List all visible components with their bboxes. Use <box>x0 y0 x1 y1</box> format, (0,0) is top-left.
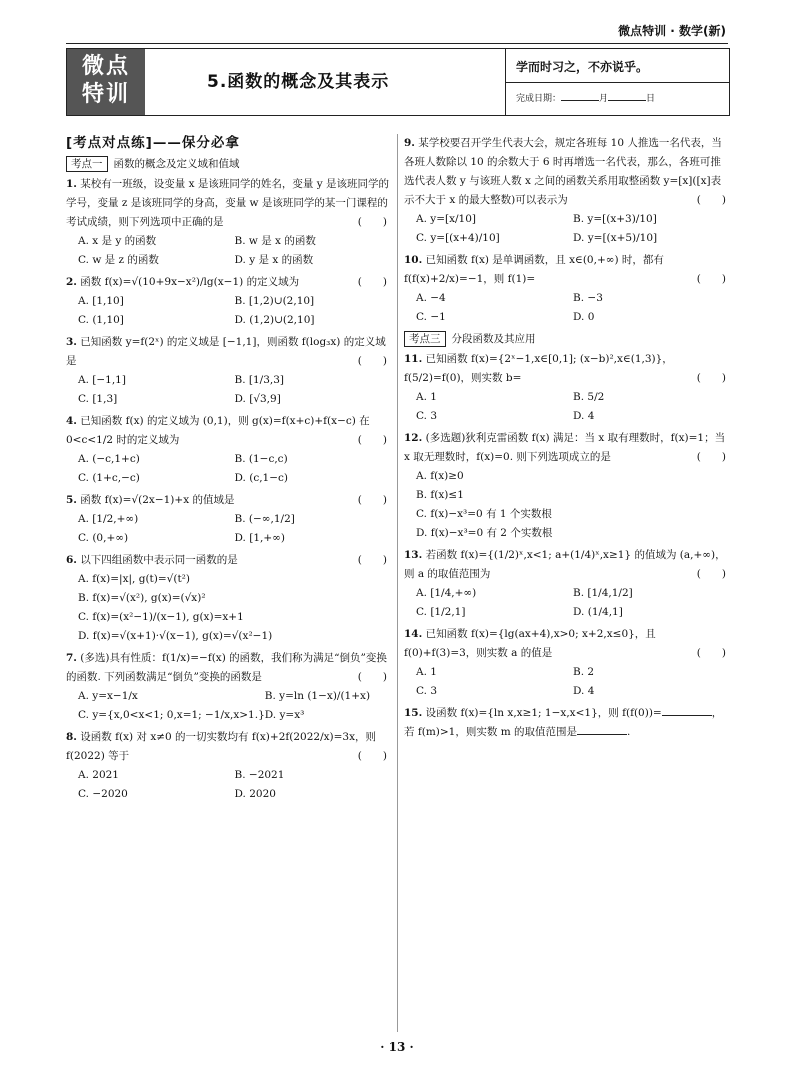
subsection-3 <box>404 330 730 349</box>
option[interactable]: C. f(x)=(x²−1)/(x−1), g(x)=x+1 <box>78 611 244 623</box>
options-grid <box>66 371 391 409</box>
option[interactable]: D. f(x)=√(x+1)·√(x−1), g(x)=√(x²−1) <box>78 630 273 642</box>
question <box>404 134 730 248</box>
series-header: 微点特训 · 数学(新) <box>618 24 726 38</box>
question-stem <box>404 625 730 663</box>
option[interactable]: C. [1,3] <box>78 393 118 405</box>
option[interactable]: A. 1 <box>416 666 437 678</box>
answer-bracket: ( ) <box>696 568 726 580</box>
option[interactable]: A. [1/2,+∞) <box>78 513 139 525</box>
question <box>404 625 730 701</box>
options-grid <box>66 687 391 725</box>
question <box>66 333 391 409</box>
option[interactable]: C. y={x,0<x<1; 0,x=1; −1/x,x>1.} <box>78 709 265 721</box>
subsection-tag: 考点三 <box>404 331 446 347</box>
option[interactable]: A. f(x)=|x|, g(t)=√(t²) <box>78 573 190 585</box>
logo <box>67 49 145 115</box>
answer-bracket: ( ) <box>357 276 387 288</box>
option[interactable]: C. (1,10] <box>78 314 124 326</box>
option[interactable]: B. f(x)≤1 <box>416 489 464 501</box>
question-number: 10. <box>404 254 423 266</box>
question <box>66 551 391 646</box>
answer-bracket: ( ) <box>696 372 726 384</box>
question-text: (多选题)狄利克雷函数 f(x) 满足：当 x 取有理数时，f(x)=1；当 x 取无理数时，f(x)=0. 则下列选项成立的是 <box>404 432 726 463</box>
question-number: 14. <box>404 628 423 640</box>
question-number: 12. <box>404 432 423 444</box>
question-text-2: ，若 f(m)>1，则实数 m 的取值范围是 <box>404 707 723 738</box>
option[interactable]: D. y 是 x 的函数 <box>234 254 314 266</box>
option[interactable]: C. y=[(x+4)/10] <box>416 232 500 244</box>
option[interactable]: B. [1/4,1/2] <box>573 587 633 599</box>
left-column <box>66 134 391 807</box>
section-title: [考点对点练]——保分必拿 <box>66 135 240 151</box>
question-text: 函数 f(x)=√(10+9x−x²)/lg(x−1) 的定义域为 <box>76 276 300 288</box>
motto: 学而时习之，不亦说乎。 <box>516 60 649 74</box>
options-grid <box>66 292 391 330</box>
question-stem <box>66 649 391 687</box>
question-text: (多选)具有性质：f(1/x)=−f(x) 的函数，我们称为满足“倒负”变换的函数. 下列函数满足“倒负”变换的函数是 <box>66 652 387 683</box>
answer-blank[interactable] <box>577 724 627 735</box>
option[interactable]: B. y=ln (1−x)/(1+x) <box>264 690 371 702</box>
question-text: 设函数 f(x)={ln x,x≥1; 1−x,x<1}，则 f(f(0))= <box>422 707 662 719</box>
options-grid <box>66 766 391 804</box>
option[interactable]: B. w 是 x 的函数 <box>234 235 316 247</box>
question-text: 已知函数 f(x) 的定义域为 (0,1)，则 g(x)=f(x+c)+f(x−c) 在 0<c<1/2 时的定义域为 <box>66 415 370 446</box>
answer-blank[interactable] <box>662 705 712 716</box>
question <box>404 251 730 327</box>
day-label: 日 <box>646 94 656 104</box>
motto-divider <box>506 82 730 83</box>
option[interactable]: C. −2020 <box>78 788 128 800</box>
option[interactable]: D. y=x³ <box>264 709 305 721</box>
options-grid <box>404 388 730 426</box>
answer-bracket: ( ) <box>357 494 387 506</box>
options-grid <box>404 663 730 701</box>
question-text: 以下四组函数中表示同一函数的是 <box>76 554 238 566</box>
option[interactable]: B. y=[(x+3)/10] <box>573 213 657 225</box>
options-list <box>404 467 730 543</box>
option[interactable]: C. −1 <box>416 311 446 323</box>
answer-bracket: ( ) <box>357 216 387 228</box>
option[interactable]: B. (−∞,1/2] <box>234 513 295 525</box>
option[interactable]: B. −3 <box>573 292 603 304</box>
question-text: 已知函数 f(x)={lg(ax+4),x>0; x+2,x≤0}，且 f(0)+f(3)=3，则实数 a 的值是 <box>404 628 656 659</box>
option[interactable]: D. 4 <box>573 410 595 422</box>
answer-bracket: ( ) <box>696 451 726 463</box>
question-stem <box>66 491 391 510</box>
question <box>66 273 391 330</box>
option[interactable]: D. 4 <box>573 685 595 697</box>
answer-bracket: ( ) <box>357 750 387 762</box>
question-number: 11. <box>404 353 423 365</box>
option[interactable]: D. (1,2)∪(2,10] <box>234 314 315 326</box>
date-label: 完成日期： <box>516 94 562 104</box>
option[interactable]: A. [−1,1] <box>78 374 126 386</box>
completion-date <box>516 91 655 104</box>
option[interactable]: B. −2021 <box>234 769 285 781</box>
answer-bracket: ( ) <box>696 194 726 206</box>
option[interactable]: B. f(x)=√(x²), g(x)=(√x)² <box>78 592 206 604</box>
option[interactable]: C. [1/2,1] <box>416 606 466 618</box>
question-number: 1. <box>66 178 77 190</box>
question-stem <box>66 412 391 450</box>
question-stem <box>66 551 391 570</box>
option[interactable]: C. (0,+∞) <box>78 532 129 544</box>
header-rule <box>66 43 728 44</box>
question-text: 已知函数 y=f(2ˣ) 的定义域是 [−1,1]，则函数 f(log₃x) 的定义域是 <box>66 336 386 367</box>
option[interactable]: B. 5/2 <box>573 391 605 403</box>
question-number: 15. <box>404 707 423 719</box>
logo-line-2: 特训 <box>81 82 130 107</box>
option[interactable]: A. [1,10] <box>78 295 124 307</box>
question-stem <box>66 273 391 292</box>
option[interactable]: D. (1/4,1] <box>573 606 623 618</box>
right-questions-b <box>404 350 730 742</box>
right-questions-a <box>404 134 730 327</box>
option[interactable]: A. y=[x/10] <box>416 213 477 225</box>
question-text: 若函数 f(x)={(1/2)ˣ,x<1; a+(1/4)ˣ,x≥1} 的值域为 (a,+∞)，则 a 的取值范围为 <box>404 549 726 580</box>
option[interactable]: C. 3 <box>416 685 438 697</box>
motto-box <box>505 49 730 115</box>
options-grid <box>404 289 730 327</box>
answer-bracket: ( ) <box>357 355 387 367</box>
question-number: 13. <box>404 549 423 561</box>
month-label: 月 <box>599 94 609 104</box>
question-text: 设函数 f(x) 对 x≠0 的一切实数均有 f(x)+2f(2022/x)=3x，则 f(2022) 等于 <box>66 731 377 762</box>
question <box>66 412 391 488</box>
question <box>66 491 391 548</box>
question-number: 5. <box>66 494 77 506</box>
question-stem <box>66 333 391 371</box>
option[interactable]: D. [1,+∞) <box>234 532 285 544</box>
question-stem <box>404 251 730 289</box>
question-text: 某校有一班级，设变量 x 是该班同学的姓名，变量 y 是该班同学的学号，变量 z 是该班同学的身高，变量 w 是该班同学的某一门课程的考试成绩，则下列选项中正确的是 <box>66 178 390 228</box>
option[interactable]: A. −4 <box>416 292 446 304</box>
subsection-1 <box>66 155 391 174</box>
option[interactable]: B. [1/3,3] <box>234 374 285 386</box>
subsection-tag: 考点一 <box>66 156 108 172</box>
question-stem <box>66 728 391 766</box>
question-text-3: . <box>626 726 631 738</box>
subsection-title: 分段函数及其应用 <box>451 333 536 345</box>
option[interactable]: A. x 是 y 的函数 <box>78 235 157 247</box>
answer-bracket: ( ) <box>357 671 387 683</box>
lesson-title: 5.函数的概念及其表示 <box>207 72 390 92</box>
question-text: 已知函数 f(x) 是单调函数，且 x∈(0,+∞) 时，都有 f(f(x)+2/x)=−1，则 f(1)= <box>404 254 664 285</box>
question-stem <box>404 350 730 388</box>
question <box>404 704 730 742</box>
option[interactable]: A. f(x)≥0 <box>416 470 464 482</box>
question-stem <box>404 134 730 210</box>
question-text: 函数 f(x)=√(2x−1)+x 的值域是 <box>76 494 235 506</box>
option[interactable]: C. w 是 z 的函数 <box>78 254 159 266</box>
option[interactable]: C. 3 <box>416 410 438 422</box>
options-grid <box>404 210 730 248</box>
options-grid <box>66 510 391 548</box>
option[interactable]: D. 0 <box>573 311 595 323</box>
question-number: 3. <box>66 336 77 348</box>
answer-bracket: ( ) <box>357 554 387 566</box>
question-number: 8. <box>66 731 77 743</box>
option[interactable]: B. 2 <box>573 666 595 678</box>
question-text: 已知函数 f(x)={2ˣ−1,x∈[0,1]; (x−b)²,x∈(1,3)}，f(5/2)=f(0)，则实数 b= <box>404 353 673 384</box>
column-divider <box>397 134 398 1032</box>
question-number: 9. <box>404 137 415 149</box>
option[interactable]: A. 2021 <box>78 769 119 781</box>
answer-bracket: ( ) <box>357 434 387 446</box>
option[interactable]: D. (c,1−c) <box>234 472 288 484</box>
question-number: 4. <box>66 415 77 427</box>
question <box>66 175 391 270</box>
question-text: 某学校要召开学生代表大会，规定各班每 10 人推选一名代表，当各班人数除以 10 的余数大于 6 时再增选一名代表，那么，各班可推选代表人数 y 与该班人数 x 之间的函数关系用取整函数 y=[x]([x]表示不大于 x 的最大整数)可以表示为 <box>404 137 722 206</box>
question-number: 6. <box>66 554 77 566</box>
option[interactable]: D. f(x)−x³=0 有 2 个实数根 <box>416 527 553 539</box>
question <box>404 350 730 426</box>
options-grid <box>404 584 730 622</box>
options-grid <box>66 232 391 270</box>
question <box>404 546 730 622</box>
question-stem <box>404 429 730 467</box>
question <box>66 649 391 725</box>
options-grid <box>66 450 391 488</box>
question-stem <box>404 704 730 742</box>
option[interactable]: A. [1/4,+∞) <box>416 587 477 599</box>
option[interactable]: D. [√3,9] <box>234 393 281 405</box>
left-questions <box>66 175 391 804</box>
answer-bracket: ( ) <box>696 273 726 285</box>
option[interactable]: B. [1,2)∪(2,10] <box>234 295 315 307</box>
option[interactable]: C. (1+c,−c) <box>78 472 140 484</box>
lesson-banner <box>66 48 730 116</box>
option[interactable]: C. f(x)−x³=0 有 1 个实数根 <box>416 508 552 520</box>
question <box>404 429 730 543</box>
logo-line-1: 微点 <box>81 54 130 79</box>
answer-bracket: ( ) <box>696 647 726 659</box>
option[interactable]: A. y=x−1/x <box>78 690 138 702</box>
options-list <box>66 570 391 646</box>
question-stem <box>404 546 730 584</box>
option[interactable]: D. y=[(x+5)/10] <box>573 232 658 244</box>
page-number: · 13 · <box>380 1040 414 1054</box>
day-blank[interactable] <box>608 91 646 101</box>
question-number: 2. <box>66 276 77 288</box>
option[interactable]: A. 1 <box>416 391 437 403</box>
question-number: 7. <box>66 652 77 664</box>
month-blank[interactable] <box>561 91 599 101</box>
option[interactable]: B. (1−c,c) <box>234 453 288 465</box>
question-stem <box>66 175 391 232</box>
option[interactable]: A. (−c,1+c) <box>78 453 140 465</box>
subsection-title: 函数的概念及定义域和值域 <box>113 158 240 170</box>
option[interactable]: D. 2020 <box>234 788 276 800</box>
question <box>66 728 391 804</box>
right-column <box>404 134 730 745</box>
